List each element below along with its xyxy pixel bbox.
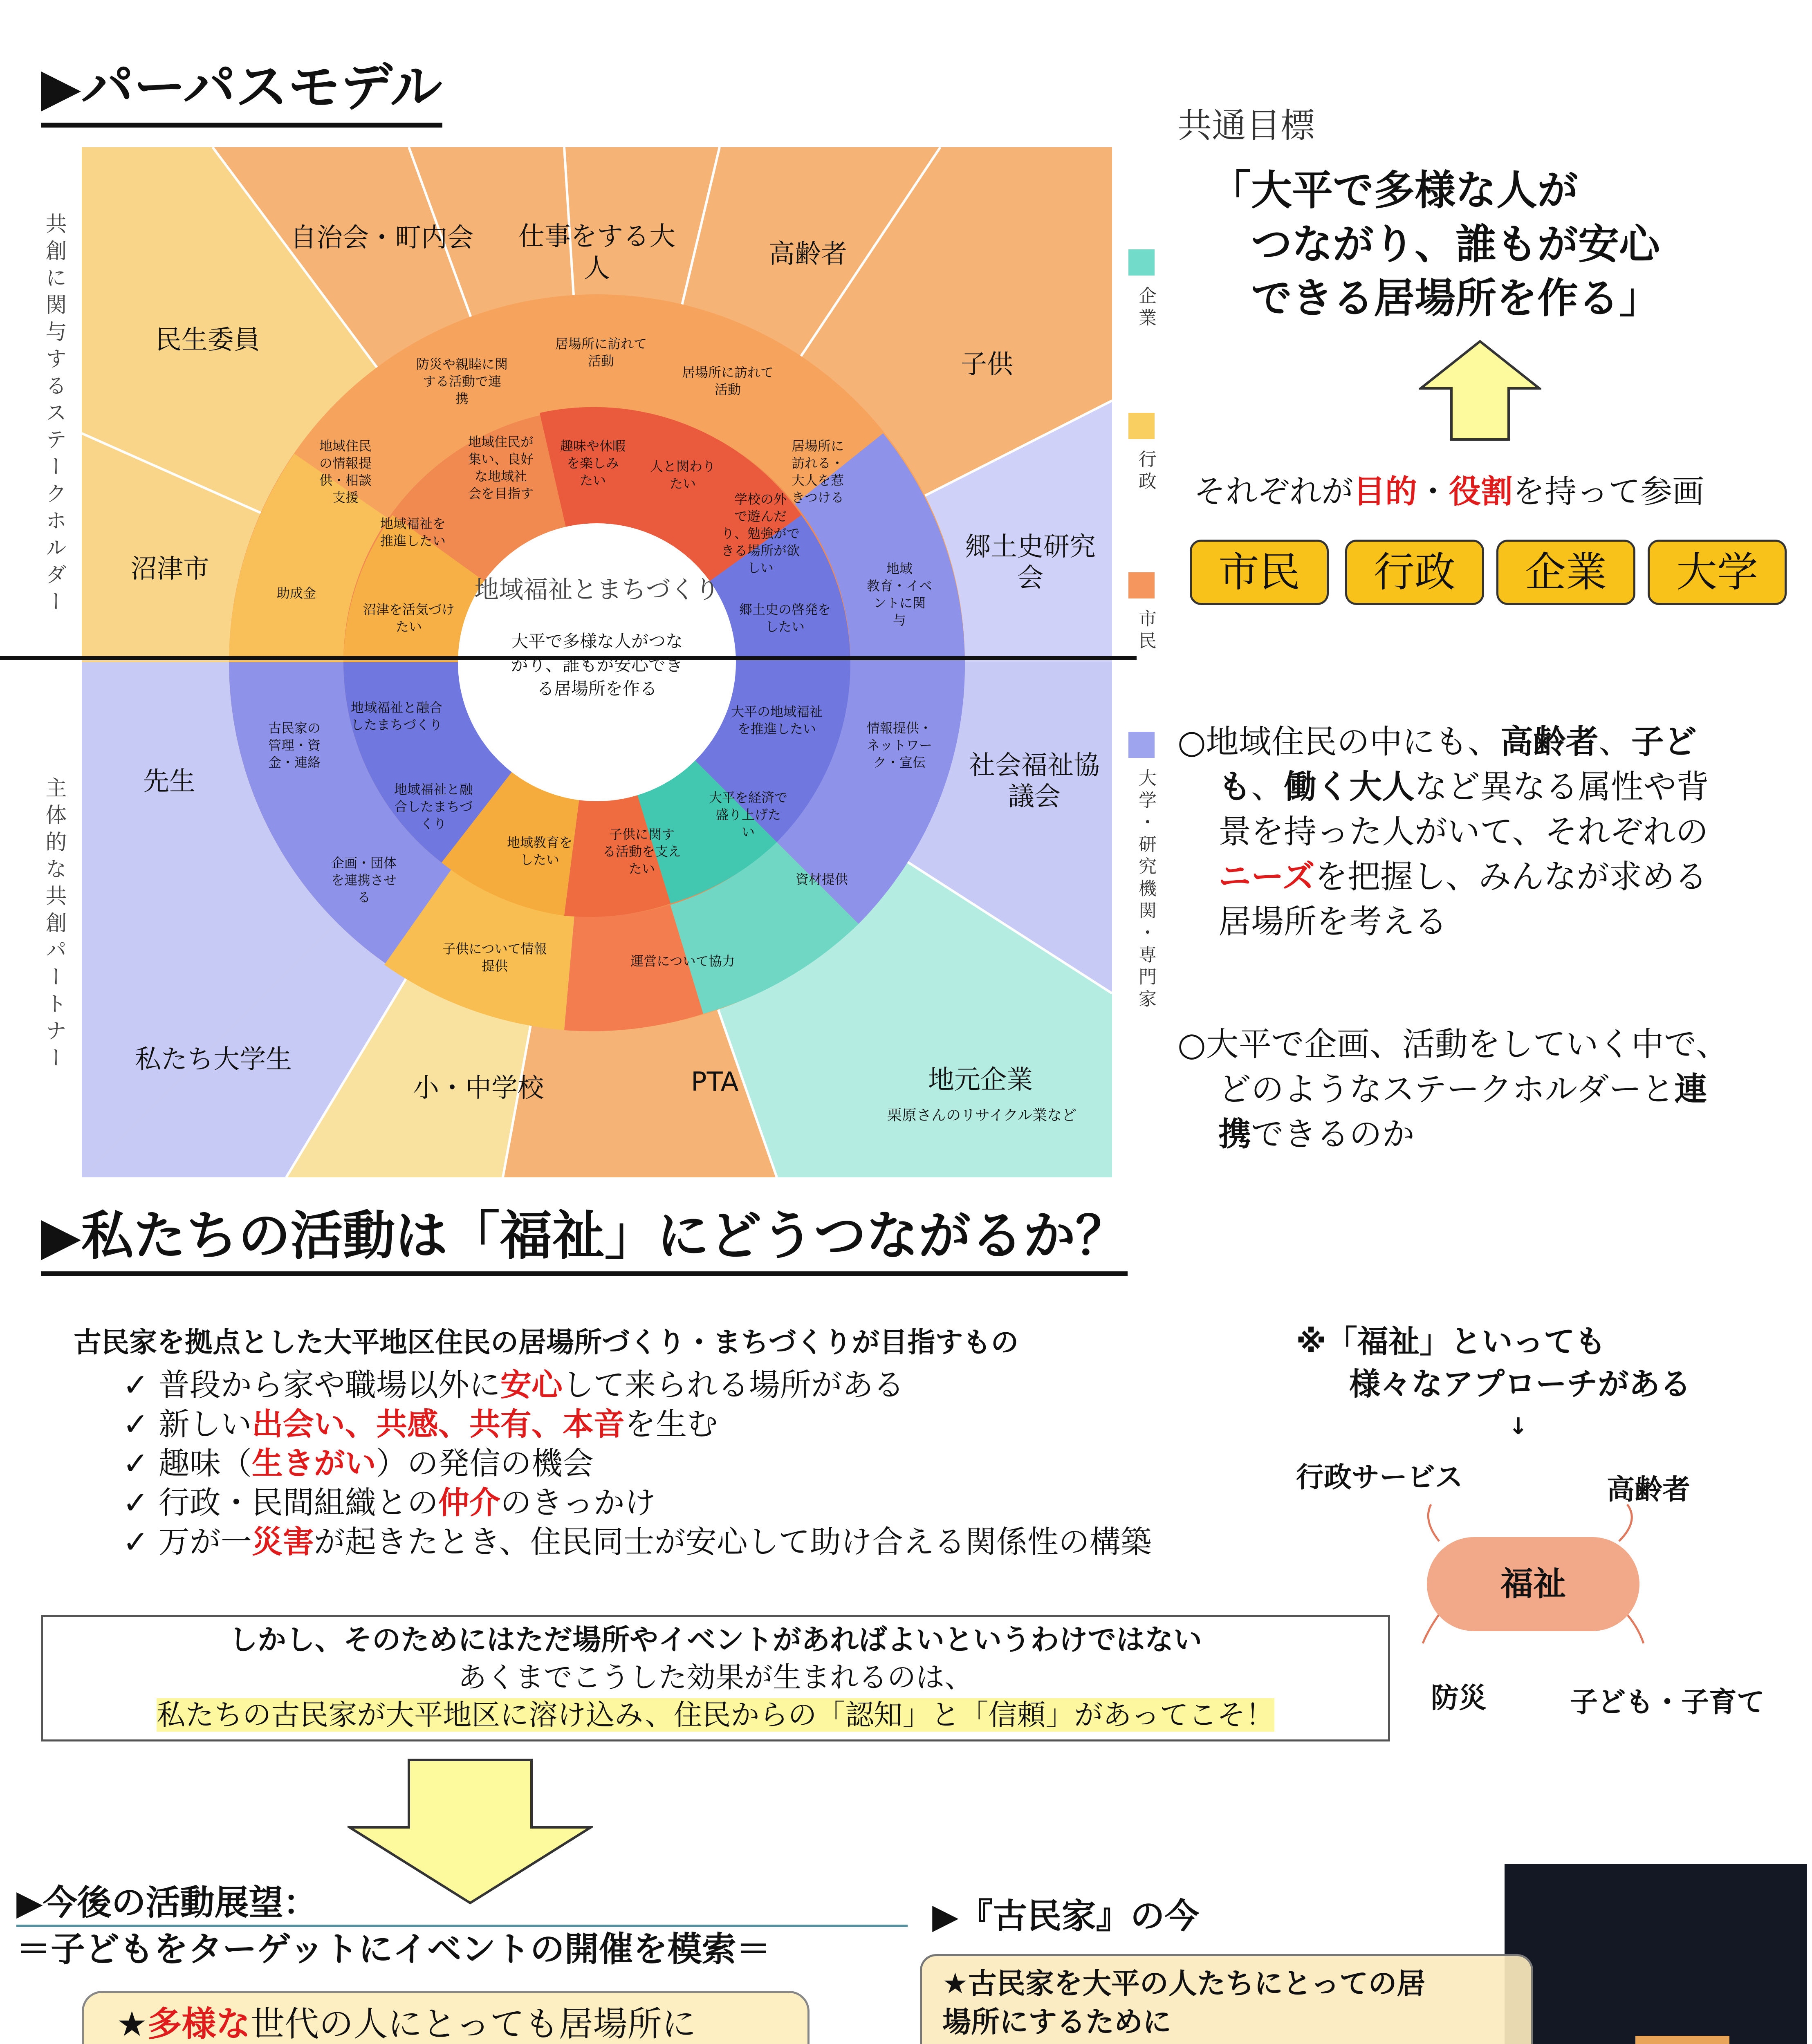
welfare-admin-services: 行政サービス — [1296, 1461, 1463, 1494]
participation-text: それぞれが目的・役割を持って参画 — [1194, 473, 1704, 510]
wheel-label-jichikai: 自治会・町内会 — [290, 223, 473, 253]
side-label-partners: 主体的な共創パートナー — [42, 777, 66, 1074]
wheel-item-disaster: 防災や親睦に関 する活動で連 携 — [416, 356, 508, 406]
wheel-item-welfare-promotion: 地域福祉を 推進したい — [380, 516, 446, 549]
kominka-goals-box: ★古民家を大平の人たちにとっての居 場所にするために — [920, 1954, 1533, 2044]
wheel-item-materials: 資材提供 — [795, 872, 848, 887]
side-label-stakeholders: 共創に関与するステークホルダー — [42, 213, 66, 617]
wheel-item-coordination: 企画・団体 を連携させ る — [331, 855, 397, 905]
wheel-item-revitalize: 沼津を活気づけ たい — [363, 602, 455, 634]
welfare-disaster: 防災 — [1431, 1682, 1487, 1715]
future-outlook-title: ▶今後の活動展望： ＝子どもをターゲットにイベントの開催を模索＝ — [16, 1880, 916, 1971]
wheel-label-university-students: 私たち大学生 — [135, 1044, 292, 1075]
caution-box: しかし、そのためにはただ場所やイベントがあればよいというわけではない あくまでこうした効果が生まれるのは、 私たちの古民家が大平地区に溶け込み、住民からの「認知」と「信頼」があってこそ！ — [41, 1615, 1390, 1741]
section-title-welfare: ▶私たちの活動は「福祉」にどうつながるか？ — [41, 1194, 1128, 1276]
legend-swatch-citizens — [1128, 572, 1155, 598]
note-diverse-residents: ○地域住民の中にも、高齢者、子ど も、働く大人など異なる属性や背 景を持った人がいて、それぞれの ニーズを把握し、みんなが求める 居場所を考える — [1177, 723, 1709, 941]
chip-universities: 大学 — [1648, 540, 1787, 605]
wheel-label-local-companies-sub: 栗原さんのリサイクル業など — [887, 1107, 1076, 1124]
wheel-item-operation: 運営について協力 — [630, 953, 735, 969]
wheel-item-hobbies: 趣味や休暇 を楽しみ たい — [560, 438, 626, 488]
section-title-purpose-model: ▶パーパスモデル — [41, 45, 442, 128]
wheel-item-subsidy: 助成金 — [276, 585, 316, 601]
wheel-label-social-welfare-council: 社会福祉協 議会 — [969, 751, 1100, 812]
legend-swatch-company — [1128, 249, 1155, 276]
welfare-children: 子ども・子育て — [1570, 1686, 1765, 1719]
wheel-item-economy: 大平を経済で 盛り上げた い — [709, 790, 787, 840]
wheel-item-visit-1: 居場所に訪れて 活動 — [555, 336, 647, 369]
legend-label-government: 行政 — [1135, 450, 1156, 494]
wheel-item-integrated-town-1: 地域福祉と融合 したまちづくり — [350, 700, 442, 733]
aim-item-mediation: ✓ 行政・民間組織との仲介のきっかけ — [123, 1484, 656, 1521]
goal-statement: 「大平で多様な人が つながり、誰もが安心 できる居場所を作る」 — [1210, 166, 1660, 322]
wheel-label-welfare-commissioner: 民生委員 — [155, 325, 260, 355]
aim-item-encounters: ✓ 新しい出会い、共感、共有、本音を生む — [123, 1406, 718, 1442]
wheel-label-children: 子供 — [961, 350, 1013, 380]
aims-heading: 古民家を拠点とした大平地区住民の居場所づくり・まちづくりが目指すもの — [74, 1327, 1019, 1359]
wheel-item-child-activities: 子供に関す る活動を支え たい — [602, 827, 681, 876]
legend-label-citizens: 市民 — [1135, 609, 1156, 653]
wheel-label-elderly: 高齢者 — [769, 239, 847, 269]
chip-companies: 企業 — [1496, 540, 1635, 605]
legend-label-university: 大学・研究機関・専門家 — [1135, 769, 1156, 1011]
wheel-item-child-info: 子供について情報 提供 — [442, 941, 547, 974]
wheel-center-body: 大平で多様な人がつな がり、誰もが安心でき る居場所を作る — [511, 631, 683, 699]
aims-list — [123, 1365, 1152, 1562]
legend-label-company: 企業 — [1135, 286, 1156, 330]
chip-citizens: 市民 — [1190, 540, 1329, 605]
wheel-label-working-adults: 仕事をする大 人 — [518, 222, 675, 284]
wheel-item-kominka-management: 古民家の 管理・資 金・連絡 — [268, 720, 321, 770]
wheel-item-history-awareness: 郷土史の啓発を したい — [739, 602, 831, 634]
legend-swatch-university — [1128, 732, 1155, 758]
up-arrow-icon — [1419, 339, 1541, 442]
welfare-approach-note: ※「福祉」といっても 様々なアプローチがある ↓ — [1296, 1323, 1691, 1440]
wheel-item-education-events: 地域 教育・イベ ントに関 与 — [866, 561, 932, 628]
aim-item-hobbies: ✓ 趣味（生きがい）の発信の機会 — [123, 1445, 594, 1481]
wheel-item-info-network: 情報提供・ ネットワー ク・宣伝 — [866, 720, 932, 770]
wheel-item-community: 地域住民が 集い、良好 な地域社 会を目指す — [468, 434, 534, 501]
wheel-label-numazu-city: 沼津市 — [131, 554, 209, 584]
chip-government: 行政 — [1345, 540, 1484, 605]
welfare-center-oval: 福祉 — [1427, 1537, 1639, 1631]
aim-item-disaster: ✓ 万が一災害が起きたとき、住民同士が安心して助け合える関係性の構築 — [123, 1524, 1152, 1560]
wheel-item-attract: 居場所に 訪れる・ 大人を惹 きつける — [791, 438, 844, 505]
wheel-label-local-companies: 地元企業 — [928, 1065, 1033, 1095]
section-title-kominka-now: ▶『古民家』の今 — [932, 1896, 1199, 1936]
hopes-box: ★多様な世代の人にとっても居場所に — [82, 1991, 810, 2044]
wheel-label-local-history-society: 郷土史研究 会 — [965, 532, 1096, 593]
wheel-center-title: 地域福祉とまちづくり — [474, 576, 720, 604]
legend-swatch-government — [1128, 413, 1155, 439]
wheel-item-integrated-town-2: 地域福祉と融 合したまちづ くり — [394, 782, 473, 831]
wheel-item-connect: 人と関わり たい — [650, 459, 715, 491]
wheel-label-pta: PTA — [691, 1067, 739, 1097]
welfare-elderly: 高齢者 — [1607, 1474, 1691, 1506]
kominka-night-photo — [1505, 1864, 1807, 2044]
wheel-label-teacher: 先生 — [143, 766, 195, 797]
wheel-item-after-school: 学校の外 で遊んだ り、勉強がで きる場所が欲 しい — [721, 491, 800, 576]
note-stakeholder-collaboration: ○大平で企画、活動をしていく中で、 どのようなステークホルダーと連 携できるのか — [1177, 1025, 1729, 1153]
wheel-item-resident-support: 地域住民 の情報提 供・相談 支援 — [319, 438, 372, 505]
wheel-item-local-education: 地域教育を したい — [507, 835, 572, 867]
wheel-item-visit-2: 居場所に訪れて 活動 — [682, 365, 774, 397]
aim-item-safety: ✓ 普段から家や職場以外に安心して来られる場所がある — [123, 1367, 904, 1403]
goal-heading: 共通目標 — [1177, 105, 1315, 146]
wheel-label-schools: 小・中学校 — [413, 1073, 544, 1103]
wheel-item-taihei-welfare: 大平の地域福祉 を推進したい — [731, 704, 823, 737]
